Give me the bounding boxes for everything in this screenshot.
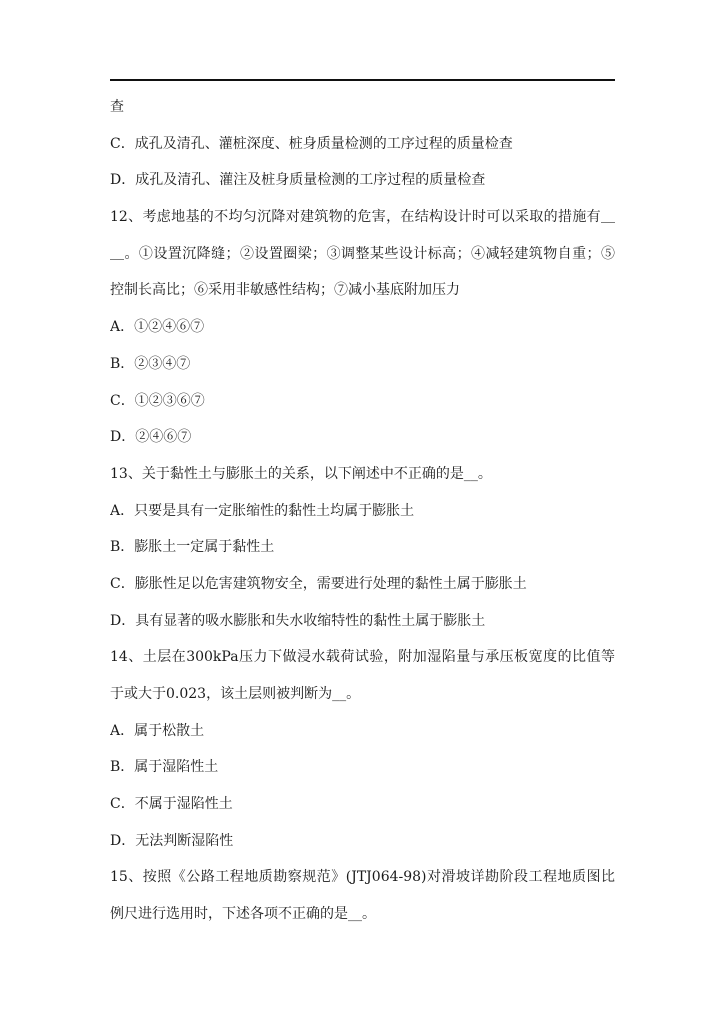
question-12-text: ＿。①设置沉降缝；②设置圈梁；③调整某些设计标高；④减轻建筑物自重；⑤: [110, 245, 615, 262]
question-15-text: 例尺进行选用时，下述各项不正确的是__。: [110, 906, 376, 923]
option-a: A．只要是具有一定胀缩性的黏性土均属于膨胀土: [110, 502, 415, 519]
text-line: 查: [110, 99, 124, 115]
option-c: C．膨胀性足以危害建筑物安全，需要进行处理的黏性土属于膨胀土: [110, 575, 527, 592]
option-c: C．不属于湿陷性土: [110, 796, 233, 813]
option-d: D．成孔及清孔、灌注及桩身质量检测的工序过程的质量检查: [110, 172, 486, 189]
option-a: A．属于松散土: [110, 722, 205, 739]
question-15-text: 15、按照《公路工程地质勘察规范》(JTJ064-98)对滑坡详勘阶段工程地质图比: [110, 869, 615, 886]
option-b: B．膨胀土一定属于黏性土: [110, 539, 275, 556]
question-12-text: 12、考虑地基的不均匀沉降对建筑物的危害，在结构设计时可以采取的措施有＿: [110, 209, 615, 226]
option-b: B．②③④⑦: [110, 355, 191, 372]
option-a: A．①②④⑥⑦: [110, 319, 205, 336]
option-d: D．无法判断湿陷性: [110, 832, 234, 849]
option-d: D．②④⑥⑦: [110, 429, 192, 446]
option-c: C．成孔及清孔、灌桩深度、桩身质量检测的工序过程的质量检查: [110, 135, 513, 152]
option-c: C．①②③⑥⑦: [110, 392, 205, 409]
question-14-text: 于或大于0.023，该土层则被判断为__。: [110, 686, 361, 702]
option-d: D．具有显著的吸水膨胀和失水收缩特性的黏性土属于膨胀土: [110, 612, 486, 629]
question-13-text: 13、关于黏性土与膨胀土的关系，以下阐述中不正确的是__。: [110, 465, 492, 482]
question-12-text: 控制长高比；⑥采用非敏感性结构；⑦减小基底附加压力: [110, 282, 460, 299]
question-14-text: 14、土层在300kPa压力下做浸水载荷试验，附加湿陷量与承压板宽度的比值等: [110, 649, 615, 666]
document-body: [110, 92, 615, 936]
header-rule: [110, 79, 615, 81]
option-b: B．属于湿陷性土: [110, 759, 219, 776]
